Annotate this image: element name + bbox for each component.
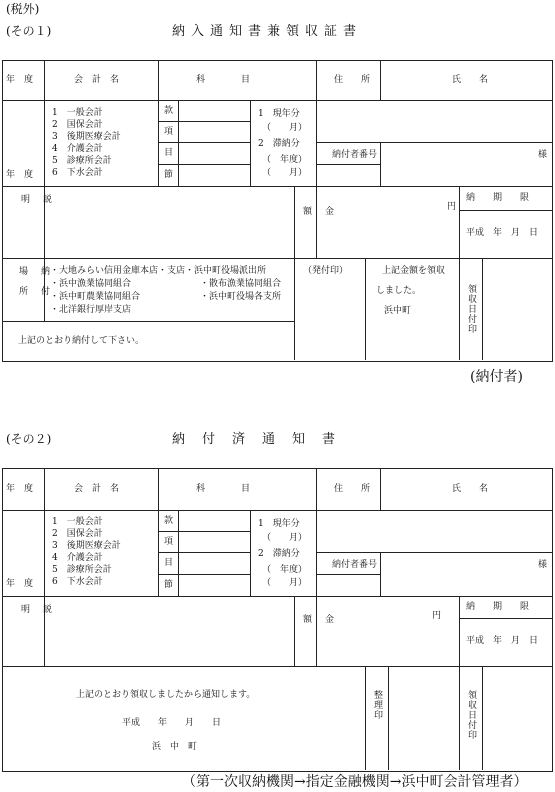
form2-period-5: （ 月）: [262, 578, 308, 588]
form2-moku: 目: [164, 558, 174, 568]
form1-pay-place-label: [16, 266, 49, 314]
form1-moku: 目: [164, 148, 174, 158]
form1-account-6: 6 下水会計: [52, 168, 103, 178]
form2-arrange-seal: 整理印: [372, 690, 382, 720]
form1-amount-text: 金 額: [301, 206, 333, 216]
form1-head-name: 氏 名: [452, 75, 489, 85]
form1-head-account: 会 計 名: [74, 75, 120, 85]
form1-place-5: ・散布漁業協同組合: [200, 279, 282, 289]
form1-account-2: 2 国保会計: [52, 120, 103, 130]
form1-amount-label: [300, 206, 333, 250]
form1-instruction: 上記のとおり納付して下さい。: [18, 336, 145, 346]
form2-account-3: 3 後期医療会計: [52, 541, 121, 551]
form1-head-subject: 科 目: [196, 75, 251, 85]
form2-explain-text: 説 明: [19, 604, 51, 614]
form1-due-label: 納 期 限: [466, 193, 530, 203]
form2-yen: 円: [432, 611, 442, 621]
form2-notice-text: 上記のとおり領収しましたから通知します。: [76, 690, 256, 700]
form1-due-date: 平成 年 月 日: [466, 228, 539, 238]
form2-amount-text: 金 額: [301, 614, 333, 624]
form1-period-3: 2 滞納分: [258, 139, 300, 149]
form1-account-3: 3 後期医療会計: [52, 132, 121, 142]
form2-head-year: 年 度: [6, 484, 34, 494]
form1-payer-footer: (納付者): [470, 369, 523, 385]
form2-head-address: 住 所: [334, 484, 371, 494]
form1-explain-label: [18, 194, 51, 250]
form2-town: 浜 中 町: [152, 742, 198, 752]
form1-period-5: （ 月）: [262, 168, 308, 178]
form1-place-6: ・浜中町役場各支所: [200, 292, 282, 302]
form2-head-account: 会 計 名: [74, 484, 120, 494]
form2-sama: 様: [538, 560, 548, 570]
tax-excluded-note: (税外): [6, 2, 40, 16]
form1-head-year: 年 度: [6, 75, 34, 85]
form2-notice-date: 平成 年 月 日: [122, 718, 222, 728]
form1-period-2: （ 月）: [262, 123, 308, 133]
form2-account-4: 4 介護会計: [52, 553, 103, 563]
form2-account-6: 6 下水会計: [52, 577, 103, 587]
form2-title: 納 付 済 通 知 書: [172, 432, 338, 447]
form2-amount-label: [300, 614, 333, 658]
form1-place-2: ・浜中漁業協同組合: [50, 279, 132, 289]
form1-yen: 円: [447, 202, 457, 212]
form1-account-1: 1 一般会計: [52, 108, 103, 118]
form1-title: 納入通知書兼領収証書: [172, 24, 363, 39]
form1-sama: 様: [538, 150, 548, 160]
form2-period-2: （ 月）: [262, 533, 308, 543]
form2-due-date: 平成 年 月 日: [466, 636, 539, 646]
form1-place-4: ・北洋銀行厚岸支店: [50, 305, 132, 315]
form1-period-4: （ 年度）: [262, 155, 308, 165]
form2-year-label: 年 度: [6, 579, 34, 589]
form1-kan: 款: [164, 106, 174, 116]
form1-year-label: 年 度: [6, 170, 34, 180]
form1-head-address: 住 所: [334, 75, 371, 85]
form2-due-label: 納 期 限: [466, 602, 530, 612]
form2-route-footer: （第一次収納機関→指定金融機関→浜中町会計管理者）: [182, 774, 528, 790]
form1-issue-seal: （発付印）: [303, 266, 349, 276]
form2-kou: 項: [164, 537, 174, 547]
form1-kou: 項: [164, 127, 174, 137]
form2-part-label: (その２): [6, 432, 52, 446]
form1-account-4: 4 介護会計: [52, 144, 103, 154]
form1-received-1: 上記金額を領収: [382, 266, 446, 276]
form2-explain-label: [18, 604, 51, 660]
form2-kan: 款: [164, 516, 174, 526]
form2-setsu: 節: [164, 580, 174, 590]
form2-account-1: 1 一般会計: [52, 517, 103, 527]
form2-account-2: 2 国保会計: [52, 529, 103, 539]
form2-payer-number-label: 納付者番号: [332, 560, 378, 570]
form2-period-3: 2 滞納分: [258, 549, 300, 559]
form2-period-4: （ 年度）: [262, 565, 308, 575]
form1-pay-place-text: 納 付 場 所: [17, 266, 49, 296]
form2-account-5: 5 診療所会計: [52, 565, 112, 575]
form1-explain-text: 説 明: [19, 194, 51, 204]
form1-payer-number-label: 納付者番号: [332, 150, 378, 160]
form2-period-1: 1 現年分: [258, 519, 300, 529]
form1-period-1: 1 現年分: [258, 109, 300, 119]
form2-receipt-seal: 領収日付印: [466, 690, 476, 740]
form1-part-label: (その１): [6, 24, 52, 38]
form1-account-5: 5 診療所会計: [52, 156, 112, 166]
form1-place-1: ・大地みらい信用金庫本店・支店・浜中町役場派出所: [50, 266, 267, 276]
form1-place-3: ・浜中町農業協同組合: [50, 292, 141, 302]
form2-head-subject: 科 目: [196, 484, 251, 494]
form1-town: 浜中町: [384, 306, 412, 316]
form1-receipt-seal: 領収日付印: [466, 284, 476, 334]
form1-setsu: 節: [164, 170, 174, 180]
form2-head-name: 氏 名: [452, 484, 489, 494]
form1-received-2: しました。: [376, 286, 422, 296]
